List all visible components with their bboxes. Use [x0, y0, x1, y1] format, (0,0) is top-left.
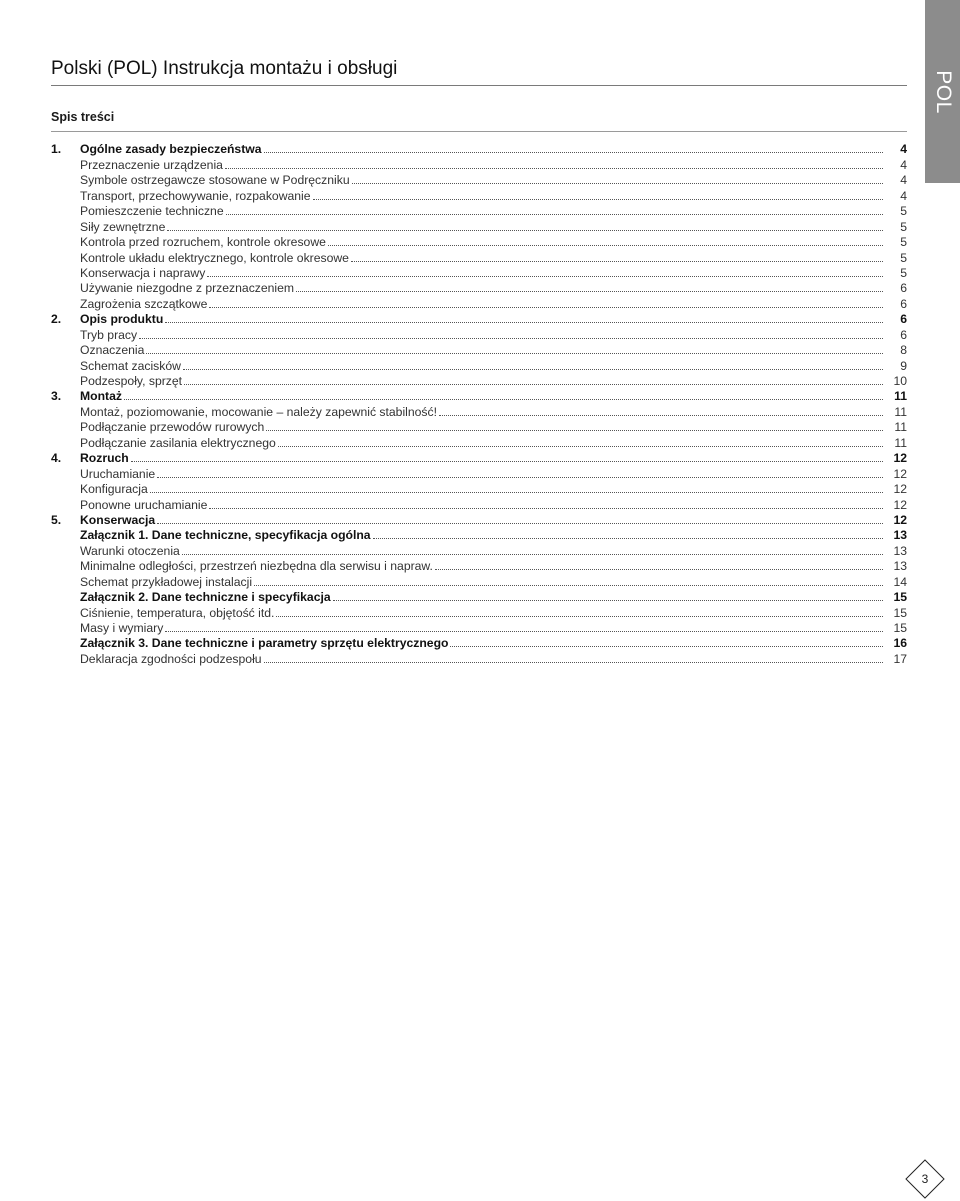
toc-entry-label: Symbole ostrzegawcze stosowane w Podręczniku	[80, 173, 350, 188]
toc-entry[interactable]	[51, 512, 907, 527]
toc-entry-page: 12	[893, 512, 907, 527]
toc-entry[interactable]	[51, 326, 907, 341]
toc-entry[interactable]	[51, 203, 907, 218]
toc-entry-page: 11	[894, 404, 907, 419]
toc-entry-label: Tryb pracy	[80, 327, 138, 342]
toc-entry-label: Uruchamianie	[80, 466, 156, 481]
toc-entry-label: Schemat przykładowej instalacji	[80, 574, 253, 589]
toc-entry[interactable]	[51, 635, 907, 650]
toc-entry-label: Masy i wymiary	[80, 621, 164, 635]
toc-entry-page: 5	[900, 204, 907, 219]
toc-entry[interactable]	[51, 265, 907, 280]
toc-entry[interactable]	[51, 156, 907, 171]
toc-entry[interactable]	[51, 573, 907, 588]
toc-entry-label: Zagrożenia szczątkowe	[80, 296, 208, 311]
toc-entry-page: 6	[900, 312, 907, 327]
toc-entry-label: Podłączanie zasilania elektrycznego	[80, 435, 276, 450]
toc-entry[interactable]	[51, 465, 907, 480]
toc-entry-number: 2.	[51, 312, 62, 327]
language-tab	[925, 0, 960, 183]
toc-entry-page: 11	[894, 389, 907, 404]
toc-entry-page: 8	[900, 343, 907, 358]
toc-entry-label: Podłączanie przewodów rurowych	[80, 420, 265, 435]
dot-leader	[124, 399, 883, 400]
toc-entry[interactable]	[51, 249, 907, 264]
toc-entry-page: 13	[893, 528, 907, 543]
dot-leader	[131, 461, 883, 462]
toc-entry[interactable]	[51, 589, 907, 604]
page-number-badge	[904, 1158, 946, 1200]
toc-entry-page: 12	[893, 466, 907, 481]
toc-entry[interactable]	[51, 357, 907, 372]
dot-leader	[146, 353, 883, 354]
toc-entry-page: 5	[900, 235, 907, 250]
toc-entry[interactable]	[51, 558, 907, 573]
dot-leader	[150, 492, 883, 493]
toc-entry[interactable]	[51, 311, 907, 326]
toc-entry-label: Załącznik 2. Dane techniczne i specyfikacja	[80, 590, 331, 605]
toc-entry-label: Kontrola przed rozruchem, kontrole okresowe	[80, 235, 326, 250]
toc-entry[interactable]	[51, 218, 907, 233]
toc-entry[interactable]	[51, 434, 907, 449]
page-number: 3	[921, 1172, 929, 1186]
dot-leader	[225, 168, 883, 169]
toc-entry-page: 12	[893, 497, 907, 512]
dot-leader	[165, 631, 883, 632]
toc-entry-label: Montaż, poziomowanie, mocowanie – należy zapewnić stabilność!	[80, 404, 438, 419]
toc-entry-page: 4	[900, 142, 907, 157]
dot-leader	[165, 322, 883, 323]
toc-entry[interactable]	[51, 496, 907, 511]
dot-leader	[351, 261, 883, 262]
table-of-contents	[51, 141, 907, 666]
toc-entry-page: 15	[893, 605, 907, 620]
toc-entry-page: 13	[893, 543, 907, 558]
page-title: Polski (POL) Instrukcja montażu i obsługi	[51, 58, 398, 79]
toc-entry-number: 4.	[51, 451, 62, 466]
toc-entry-label: Deklaracja zgodności podzespołu	[80, 651, 262, 666]
toc-entry-label: Konfiguracja	[80, 482, 148, 497]
toc-entry-page: 6	[900, 296, 907, 311]
dot-leader	[182, 554, 883, 555]
dot-leader	[333, 600, 883, 601]
toc-entry-page: 6	[900, 327, 907, 342]
toc-entry-page: 15	[893, 590, 907, 605]
toc-entry-page: 9	[900, 358, 907, 373]
dot-leader	[264, 662, 883, 663]
toc-entry-label: Pomieszczenie techniczne	[80, 204, 224, 219]
dot-leader	[209, 307, 883, 308]
dot-leader	[254, 585, 883, 586]
toc-entry-label: Transport, przechowywanie, rozpakowanie	[80, 188, 311, 203]
toc-entry-page: 12	[893, 451, 907, 466]
toc-entry-label: Rozruch	[80, 451, 129, 466]
toc-entry-page: 4	[900, 173, 907, 188]
dot-leader	[313, 199, 883, 200]
toc-entry-page: 13	[893, 559, 907, 574]
toc-entry-page: 10	[893, 374, 907, 388]
toc-entry-label: Oznaczenia	[80, 343, 145, 358]
toc-entry-page: 15	[893, 621, 907, 635]
toc-entry-label: Załącznik 3. Dane techniczne i parametry sprzętu elektrycznego	[80, 636, 449, 651]
toc-entry[interactable]	[51, 604, 907, 619]
toc-entry[interactable]	[51, 295, 907, 310]
toc-entry-page: 14	[893, 574, 907, 589]
dot-leader	[278, 446, 883, 447]
toc-entry-page: 12	[893, 482, 907, 497]
toc-entry-label: Siły zewnętrzne	[80, 219, 166, 234]
toc-entry-label: Konserwacja	[80, 512, 156, 527]
toc-entry-label: Montaż	[80, 389, 122, 404]
dot-leader	[207, 276, 883, 277]
toc-entry[interactable]	[51, 481, 907, 496]
toc-entry-label: Opis produktu	[80, 312, 164, 327]
toc-entry-label: Konserwacja i naprawy	[80, 265, 206, 280]
dot-leader	[167, 230, 883, 231]
toc-divider	[51, 131, 907, 132]
title-divider	[51, 85, 907, 86]
toc-entry[interactable]	[51, 234, 907, 249]
toc-entry-label: Kontrole układu elektrycznego, kontrole okresowe	[80, 250, 349, 265]
toc-entry[interactable]	[51, 450, 907, 465]
toc-entry-page: 11	[894, 435, 907, 450]
toc-entry-label: Załącznik 1. Dane techniczne, specyfikacja ogólna	[80, 528, 371, 543]
toc-entry-label: Podzespoły, sprzęt	[80, 374, 183, 388]
dot-leader	[296, 291, 883, 292]
toc-entry-number: 1.	[51, 142, 62, 157]
toc-entry-page: 5	[900, 265, 907, 280]
dot-leader	[183, 369, 883, 370]
toc-entry[interactable]	[51, 172, 907, 187]
toc-entry[interactable]	[51, 342, 907, 357]
toc-entry-number: 3.	[51, 389, 62, 404]
toc-entry-page: 6	[900, 281, 907, 296]
dot-leader	[373, 538, 883, 539]
dot-leader	[435, 569, 883, 570]
toc-entry[interactable]	[51, 650, 907, 665]
toc-entry[interactable]	[51, 141, 907, 156]
toc-entry-page: 11	[894, 420, 907, 435]
dot-leader	[139, 338, 883, 339]
toc-entry-page: 4	[900, 188, 907, 203]
dot-leader	[276, 616, 883, 617]
toc-entry[interactable]	[51, 388, 907, 403]
toc-entry[interactable]	[51, 620, 907, 635]
toc-entry[interactable]	[51, 542, 907, 557]
toc-entry-label: Używanie niezgodne z przeznaczeniem	[80, 281, 295, 296]
toc-entry-number: 5.	[51, 512, 62, 527]
toc-entry[interactable]	[51, 373, 907, 388]
dot-leader	[266, 430, 883, 431]
toc-entry-label: Minimalne odległości, przestrzeń niezbędna dla serwisu i napraw.	[80, 559, 433, 574]
toc-entry-page: 5	[900, 250, 907, 265]
toc-entry-page: 17	[893, 651, 907, 666]
toc-entry-label: Warunki otoczenia	[80, 543, 180, 558]
toc-entry[interactable]	[51, 419, 907, 434]
toc-entry-label: Ponowne uruchamianie	[80, 497, 208, 512]
toc-entry[interactable]	[51, 403, 907, 418]
language-tab-label: POL	[931, 70, 955, 114]
dot-leader	[439, 415, 883, 416]
dot-leader	[352, 183, 883, 184]
toc-entry-page: 5	[900, 219, 907, 234]
toc-entry[interactable]	[51, 280, 907, 295]
toc-entry-label: Ogólne zasady bezpieczeństwa	[80, 142, 262, 157]
toc-entry[interactable]	[51, 527, 907, 542]
dot-leader	[226, 214, 883, 215]
dot-leader	[157, 523, 883, 524]
toc-entry-page: 16	[893, 636, 907, 651]
dot-leader	[328, 245, 883, 246]
dot-leader	[264, 152, 883, 153]
toc-heading: Spis treści	[51, 110, 115, 124]
dot-leader	[157, 477, 883, 478]
toc-entry[interactable]	[51, 187, 907, 202]
dot-leader	[184, 384, 883, 385]
toc-entry-label: Ciśnienie, temperatura, objętość itd.	[80, 605, 275, 620]
dot-leader	[209, 508, 883, 509]
toc-entry-label: Przeznaczenie urządzenia	[80, 157, 223, 172]
toc-entry-page: 4	[900, 157, 907, 172]
dot-leader	[450, 646, 883, 647]
toc-entry-label: Schemat zacisków	[80, 358, 181, 373]
